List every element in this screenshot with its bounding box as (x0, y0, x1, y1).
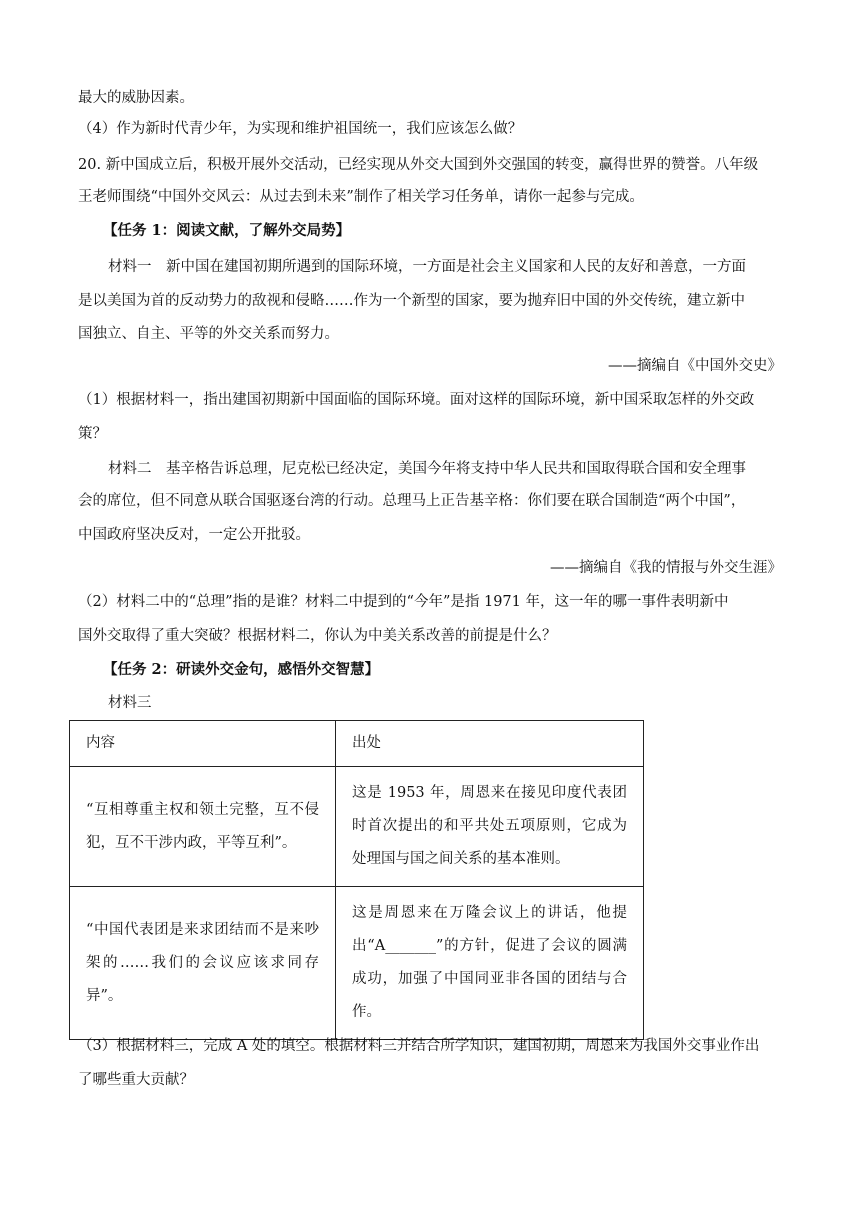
question-3-line-2: 了哪些重大贡献？ (78, 1072, 194, 1088)
question-2-line-1: （2）材料二中的“总理”指的是谁？材料二中提到的“今年”是指 1971 年，这一年的哪一事件表明新中 (78, 594, 729, 610)
question-4: （4）作为新时代青少年，为实现和维护祖国统一，我们应该怎么做？ (78, 121, 523, 137)
table-cell-source: 这是 1953 年，周恩来在接见印度代表团时首次提出的和平共处五项原则，它成为处理国与国之间关系的基本准则。 (336, 767, 644, 887)
table-header-content: 内容 (70, 721, 336, 767)
question-20-intro-cont: 王老师围绕“中国外交风云：从过去到未来”制作了相关学习任务单，请你一起参与完成。 (78, 189, 644, 205)
material-3-label: 材料三 (108, 695, 152, 711)
material-1-source: ——摘编自《中国外交史》 (608, 358, 782, 374)
material-1-line-1: 材料一 新中国在建国初期所遇到的国际环境，一方面是社会主义国家和人民的友好和善意，一方面 (108, 259, 746, 275)
text-line: 最大的威胁因素。 (78, 90, 194, 106)
table-row (70, 887, 644, 1040)
table-header-source: 出处 (336, 721, 644, 767)
material-3-table (69, 720, 644, 1040)
material-1-line-2: 是以美国为首的反动势力的敌视和侵略……作为一个新型的国家，要为抛弃旧中国的外交传统，建立新中 (78, 293, 745, 309)
task-1-heading: 【任务 1：阅读文献，了解外交局势】 (103, 222, 351, 239)
table-row (70, 767, 644, 887)
material-2-line-3: 中国政府坚决反对，一定公开批驳。 (78, 527, 310, 543)
material-2-line-2: 会的席位，但不同意从联合国驱逐台湾的行动。总理马上正告基辛格：你们要在联合国制造“两个中国”， (78, 493, 746, 509)
question-3-line-1: （3）根据材料三，完成 A 处的填空。根据材料三并结合所学知识，建国初期，周恩来为我国外交事业作出 (78, 1038, 760, 1054)
table-cell-content: “互相尊重主权和领土完整，互不侵犯，互不干涉内政，平等互利”。 (70, 767, 336, 887)
table-cell-source: 这是周恩来在万隆会议上的讲话，他提出“A_______”的方针，促进了会议的圆满成功，加强了中国同亚非各国的团结与合作。 (336, 887, 644, 1040)
table-cell-content: “中国代表团是来求团结而不是来吵架的……我们的会议应该求同存异”。 (70, 887, 336, 1040)
question-20-intro: 20. 新中国成立后，积极开展外交活动，已经实现从外交大国到外交强国的转变，赢得世界的赞誉。八年级 (78, 157, 759, 173)
question-1-line-1: （1）根据材料一，指出建国初期新中国面临的国际环境。面对这样的国际环境，新中国采取怎样的外交政 (78, 392, 755, 408)
material-2-line-1: 材料二 基辛格告诉总理，尼克松已经决定，美国今年将支持中华人民共和国取得联合国和安全理事 (108, 461, 746, 477)
material-2-source: ——摘编自《我的情报与外交生涯》 (550, 560, 782, 576)
question-2-line-2: 国外交取得了重大突破？根据材料二，你认为中美关系改善的前提是什么？ (78, 628, 557, 644)
table-header-row (70, 721, 644, 767)
question-1-line-2: 策？ (78, 426, 107, 442)
material-1-line-3: 国独立、自主、平等的外交关系而努力。 (78, 326, 339, 342)
task-2-heading: 【任务 2：研读外交金句，感悟外交智慧】 (103, 661, 380, 678)
